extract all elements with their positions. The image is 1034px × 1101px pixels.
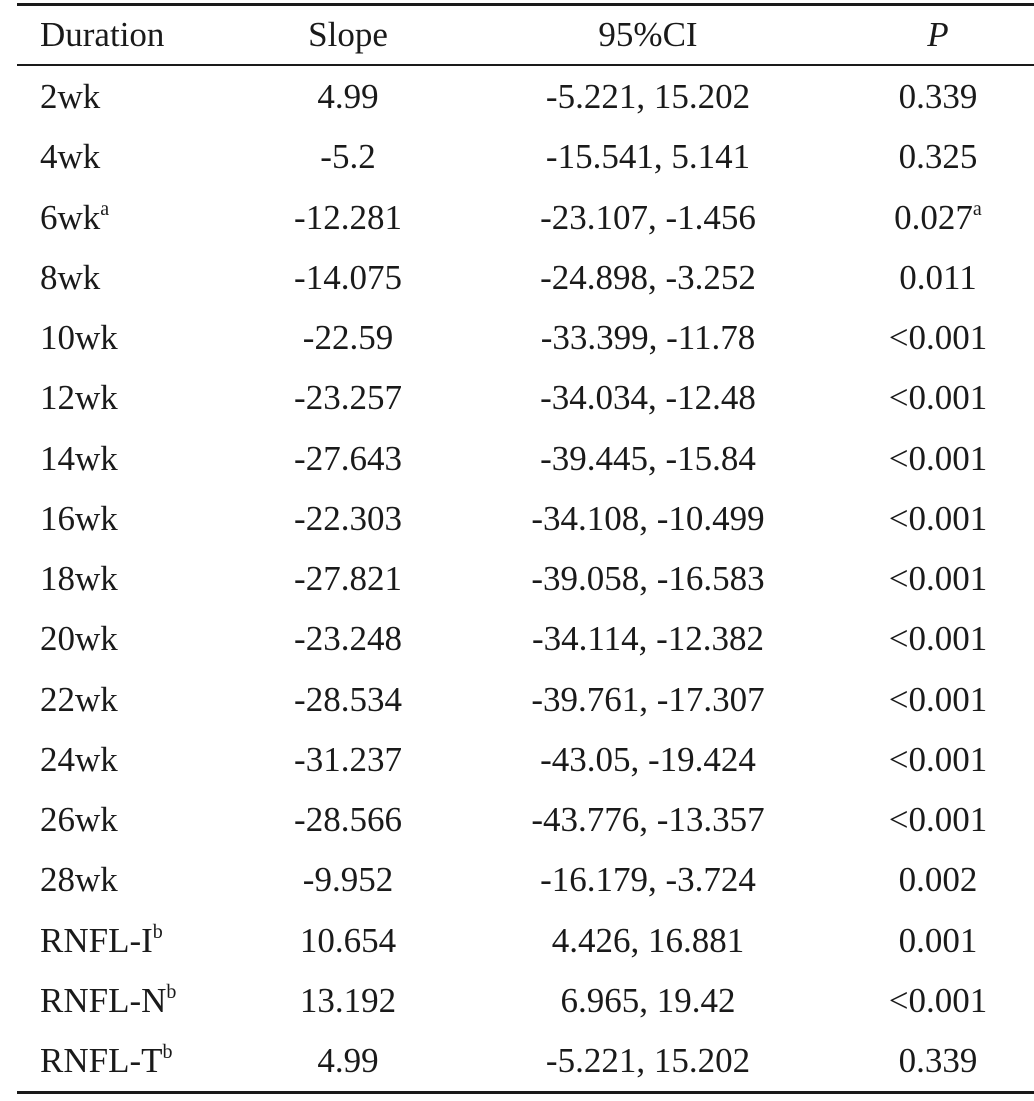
p-value-cell-text: 0.011 [899, 258, 977, 297]
p-value-cell [889, 609, 988, 669]
ci-cell [546, 127, 750, 187]
slope-cell-text: -5.2 [320, 137, 376, 176]
ci-cell [531, 489, 764, 549]
slope-cell [320, 127, 375, 187]
ci-cell [540, 850, 756, 910]
table-row [0, 188, 1034, 248]
duration-cell-text: 10wk [40, 318, 118, 357]
p-value-cell [894, 188, 982, 248]
duration-cell [40, 489, 118, 549]
duration-cell-text: 6wk [40, 198, 101, 237]
duration-cell [40, 67, 100, 127]
ci-cell [540, 429, 756, 489]
ci-cell-text: -43.776, -13.357 [531, 800, 765, 839]
duration-cell-text: 24wk [40, 740, 118, 779]
duration-cell-text: 14wk [40, 439, 118, 478]
duration-cell-text: 26wk [40, 800, 118, 839]
ci-cell [541, 308, 756, 368]
slope-cell-text: 10.654 [299, 921, 397, 960]
duration-cell [40, 790, 118, 850]
duration-cell [40, 248, 100, 308]
ci-cell-text: -5.221, 15.202 [545, 77, 751, 116]
ci-cell-text: 6.965, 19.42 [560, 981, 736, 1020]
p-value-cell [889, 489, 988, 549]
duration-cell-text: RNFL-T [40, 1041, 163, 1080]
footnote-marker: a [972, 198, 982, 220]
ci-cell-text: -24.898, -3.252 [540, 258, 756, 297]
duration-cell [40, 188, 109, 248]
footnote-marker: b [166, 981, 177, 1003]
p-value-cell-text: <0.001 [888, 740, 988, 779]
p-value-cell-text: 0.027 [894, 198, 973, 237]
slope-cell-text: -12.281 [294, 198, 402, 237]
ci-cell [531, 670, 764, 730]
duration-cell-text: 2wk [40, 77, 101, 116]
table-row [0, 549, 1034, 609]
p-value-cell [889, 429, 988, 489]
slope-cell [303, 308, 393, 368]
duration-cell-text: 28wk [40, 860, 118, 899]
ci-cell-text: -34.034, -12.48 [540, 378, 756, 417]
p-value-cell [899, 850, 978, 910]
slope-cell [294, 248, 402, 308]
p-value-cell [889, 971, 988, 1031]
slope-cell [294, 670, 402, 730]
slope-cell-text: -22.303 [294, 499, 402, 538]
p-value-cell-text: <0.001 [888, 800, 988, 839]
p-value-cell [889, 790, 988, 850]
table-row [0, 489, 1034, 549]
ci-cell-text: -39.761, -17.307 [531, 680, 765, 719]
slope-cell-text: -23.257 [294, 378, 402, 417]
ci-cell-text: -23.107, -1.456 [540, 198, 756, 237]
table-row [0, 67, 1034, 127]
footnote-marker: a [100, 198, 110, 220]
duration-cell-text: 4wk [40, 137, 101, 176]
ci-cell-text: -15.541, 5.141 [545, 137, 751, 176]
footnote-marker: b [162, 1041, 173, 1063]
table-row [0, 308, 1034, 368]
p-value-cell [899, 1031, 978, 1091]
p-value-cell-text: 0.339 [898, 1041, 978, 1080]
table-header-rule [17, 64, 1034, 66]
slope-cell [294, 188, 402, 248]
slope-cell [303, 850, 393, 910]
slope-cell-text: -27.643 [294, 439, 402, 478]
slope-cell [317, 67, 378, 127]
slope-cell-text: -14.075 [294, 258, 402, 297]
duration-cell-text: 16wk [40, 499, 118, 538]
ci-cell-text: -16.179, -3.724 [540, 860, 756, 899]
duration-cell [40, 971, 176, 1031]
header-duration: Duration [40, 15, 165, 54]
p-value-cell-text: 0.325 [898, 137, 978, 176]
p-value-cell-text: <0.001 [888, 499, 988, 538]
ci-cell [540, 368, 756, 428]
table-row [0, 971, 1034, 1031]
p-value-cell [899, 248, 976, 308]
slope-cell [294, 730, 402, 790]
slope-cell [300, 971, 396, 1031]
ci-cell [540, 730, 756, 790]
duration-cell [40, 1031, 173, 1091]
p-value-cell-text: <0.001 [888, 619, 988, 658]
header-ci: 95%CI [598, 15, 698, 54]
duration-cell-text: RNFL-I [40, 921, 153, 960]
slope-cell [294, 790, 402, 850]
table-row [0, 127, 1034, 187]
ci-cell-text: -39.445, -15.84 [540, 439, 756, 478]
ci-cell [552, 911, 745, 971]
duration-cell-text: 12wk [40, 378, 118, 417]
table-row [0, 1031, 1034, 1091]
duration-cell [40, 429, 118, 489]
footnote-marker: b [152, 921, 163, 943]
slope-cell [317, 1031, 378, 1091]
table-row [0, 730, 1034, 790]
p-value-cell-text: <0.001 [888, 439, 988, 478]
duration-cell-text: RNFL-N [40, 981, 167, 1020]
duration-cell [40, 670, 118, 730]
ci-cell [546, 67, 750, 127]
table-row [0, 609, 1034, 669]
table-row [0, 670, 1034, 730]
duration-cell-text: 22wk [40, 680, 118, 719]
ci-cell [531, 549, 764, 609]
slope-cell [294, 549, 402, 609]
p-value-cell [889, 670, 988, 730]
table-row [0, 429, 1034, 489]
duration-cell [40, 609, 118, 669]
ci-cell-text: -34.108, -10.499 [531, 499, 765, 538]
header-p: P [927, 15, 949, 54]
p-value-cell-text: <0.001 [888, 378, 988, 417]
ci-cell-text: 4.426, 16.881 [551, 921, 745, 960]
p-value-cell-text: 0.002 [898, 860, 978, 899]
table-row [0, 368, 1034, 428]
slope-cell-text: -31.237 [294, 740, 402, 779]
duration-cell-text: 18wk [40, 559, 118, 598]
ci-cell-text: -33.399, -11.78 [540, 318, 756, 357]
ci-cell [532, 609, 764, 669]
ci-cell [540, 188, 756, 248]
table-row [0, 911, 1034, 971]
p-value-cell-text: 0.339 [898, 77, 978, 116]
table-row [0, 850, 1034, 910]
ci-cell [561, 971, 736, 1031]
p-value-cell [899, 911, 978, 971]
p-value-cell-text: 0.001 [898, 921, 978, 960]
slope-cell-text: -9.952 [302, 860, 394, 899]
ci-cell [546, 1031, 750, 1091]
table-bottom-rule [17, 1091, 1034, 1094]
duration-cell [40, 911, 163, 971]
table-header-row [0, 6, 1034, 64]
ci-cell-text: -39.058, -16.583 [531, 559, 765, 598]
ci-cell-text: -5.221, 15.202 [545, 1041, 751, 1080]
p-value-cell [899, 127, 978, 187]
slope-cell [294, 609, 402, 669]
p-value-cell [899, 67, 978, 127]
slope-cell [294, 429, 402, 489]
duration-cell [40, 127, 100, 187]
ci-cell-text: -43.05, -19.424 [540, 740, 756, 779]
duration-cell [40, 368, 118, 428]
ci-cell [540, 248, 756, 308]
p-value-cell-text: <0.001 [888, 559, 988, 598]
slope-cell [294, 489, 402, 549]
p-value-cell [889, 549, 988, 609]
table-row [0, 248, 1034, 308]
ci-cell-text: -34.114, -12.382 [531, 619, 765, 658]
slope-cell-text: -28.534 [294, 680, 402, 719]
duration-cell [40, 850, 118, 910]
slope-cell-text: -23.248 [294, 619, 402, 658]
slope-cell [300, 911, 396, 971]
slope-cell-text: -28.566 [294, 800, 402, 839]
slope-cell-text: -27.821 [294, 559, 402, 598]
p-value-cell [889, 308, 988, 368]
duration-cell [40, 549, 118, 609]
slope-cell-text: 4.99 [317, 1041, 379, 1080]
duration-cell [40, 308, 118, 368]
slope-cell-text: -22.59 [302, 318, 394, 357]
duration-cell [40, 730, 118, 790]
p-value-cell-text: <0.001 [888, 981, 988, 1020]
slope-cell-text: 4.99 [317, 77, 379, 116]
slope-cell-text: 13.192 [299, 981, 397, 1020]
ci-cell [531, 790, 764, 850]
slope-cell [294, 368, 402, 428]
p-value-cell-text: <0.001 [888, 680, 988, 719]
table-row [0, 790, 1034, 850]
header-slope: Slope [308, 15, 388, 54]
duration-cell-text: 20wk [40, 619, 118, 658]
duration-cell-text: 8wk [40, 258, 101, 297]
p-value-cell [889, 368, 988, 428]
p-value-cell [889, 730, 988, 790]
p-value-cell-text: <0.001 [888, 318, 988, 357]
